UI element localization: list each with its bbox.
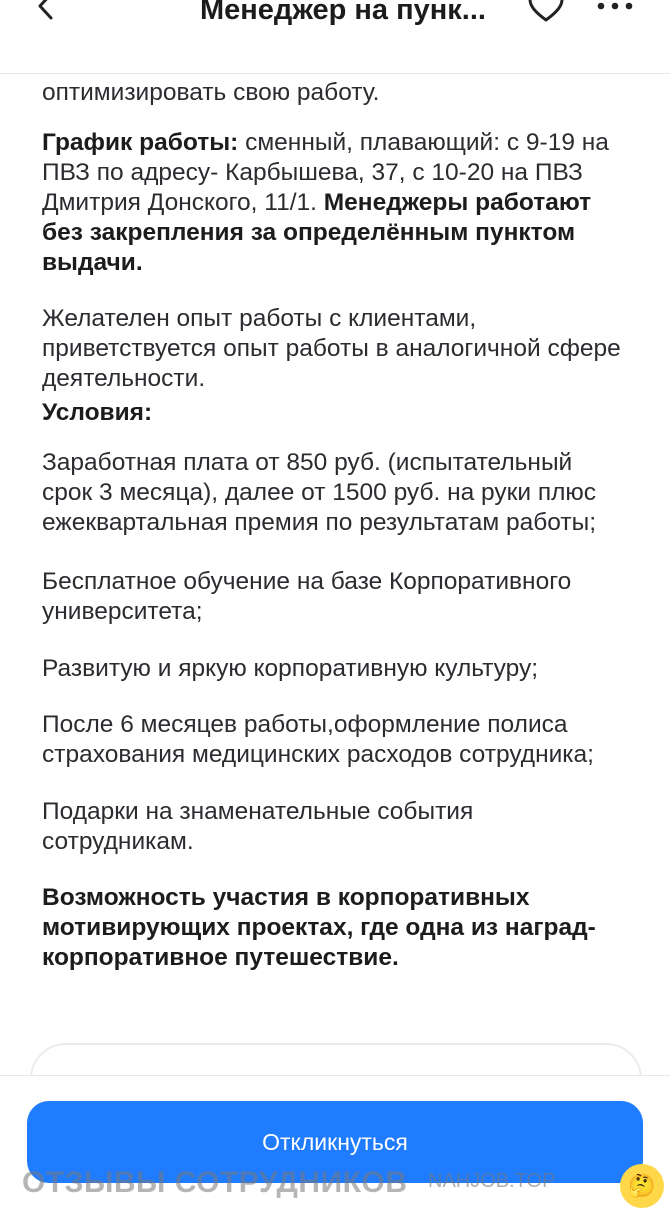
chevron-left-icon [35, 0, 57, 21]
schedule-bold: Менеджеры работают без закрепления за определённым пунктом выдачи. [42, 189, 592, 276]
conditions-title [42, 398, 622, 428]
vacancy-description [42, 74, 622, 993]
watermark-left: ОТЗЫВЫ СОТРУДНИКОВ [22, 1166, 408, 1199]
more-button[interactable] [590, 0, 640, 26]
gifts-paragraph: Подарки на знаменательные события сотрудникам. [42, 798, 474, 855]
training-paragraph: Бесплатное обучение на базе Корпоративного университета; [42, 568, 572, 625]
salary-paragraph: Заработная плата от 850 руб. (испытательный срок 3 месяца), далее от 1500 руб. на руки плюс ежеквартальная премия по результатам работы; [42, 449, 597, 536]
conditions-title-text: Условия: [42, 399, 153, 426]
schedule-label: График работы: [42, 129, 239, 156]
projects-paragraph [42, 883, 622, 973]
insurance-paragraph: После 6 месяцев работы,оформление полиса страхования медицинских расходов сотрудника; [42, 711, 594, 768]
emoji-badge: 🤔 [620, 1164, 664, 1208]
intro-line: оптимизировать свою работу. [42, 79, 380, 106]
top-bar [0, 0, 670, 74]
schedule-text: сменный, плавающий: с 9-19 на ПВЗ по адресу- Карбышева, 37, с 10-20 на ПВЗ Дмитрия Донского, 11/1. [42, 129, 609, 216]
culture-paragraph: Развитую и яркую корпоративную культуру; [42, 655, 539, 682]
apply-button[interactable]: Откликнуться [27, 1101, 643, 1183]
more-dots-icon [595, 1, 635, 11]
watermark-right: NAHJOB.TOP [428, 1170, 556, 1192]
projects-text: Возможность участия в корпоративных мотивирующих проектах, где одна из наград- корпоративное путешествие. [42, 884, 596, 971]
heart-icon [527, 0, 565, 23]
favorite-button[interactable] [524, 0, 568, 26]
experience-paragraph: Желателен опыт работы с клиентами, приветствуется опыт работы в аналогичной сфере деятельности. [42, 305, 621, 392]
page-title: Менеджер на пунк... [200, 0, 486, 26]
back-button[interactable] [26, 0, 66, 26]
schedule-paragraph [42, 128, 622, 278]
